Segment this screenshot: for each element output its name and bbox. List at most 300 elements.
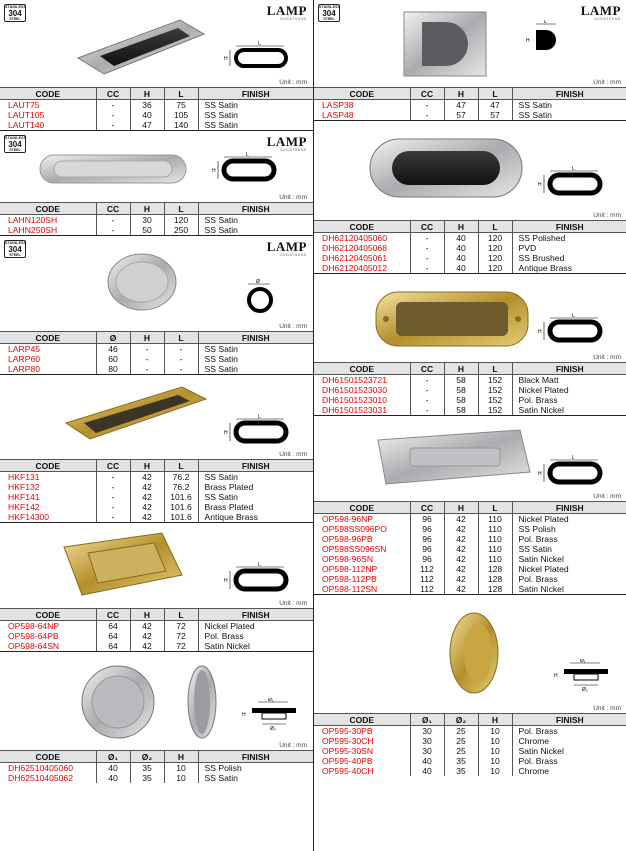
table-row <box>0 502 313 512</box>
brass-oval-pull-photo <box>372 286 532 352</box>
code-cell: OP598SS096SN <box>314 544 410 554</box>
code-cell: DH61501523721 <box>314 375 410 386</box>
table-row <box>314 574 626 584</box>
code-cell: LAUT105 <box>0 110 96 120</box>
lamp-logo-icon: LAMP SUGATSUNE <box>266 239 307 257</box>
table-row <box>0 621 313 632</box>
round-flush-pull-photo <box>76 662 236 742</box>
col3-cell: 250 <box>164 225 198 235</box>
col1-cell: 80 <box>96 364 130 374</box>
table-row <box>314 233 626 244</box>
table-row <box>314 385 626 395</box>
code-cell: LAHN120SH <box>0 215 96 226</box>
code-cell: OP598-112PB <box>314 574 410 584</box>
finish-cell: Nickel Plated <box>518 564 569 574</box>
col1-cell: 40 <box>96 773 130 783</box>
col1-cell: 40 <box>410 766 444 776</box>
product-image-area <box>314 274 626 362</box>
table-row <box>314 746 626 756</box>
col1-cell: 96 <box>410 544 444 554</box>
col1-cell: - <box>96 512 130 522</box>
col1-cell: 96 <box>410 534 444 544</box>
col1-cell: - <box>96 492 130 502</box>
brass-round-pull-photo <box>444 609 504 697</box>
col3-cell: 72 <box>164 621 198 632</box>
code-cell: OP598-64SN <box>0 641 96 651</box>
product-image-area <box>0 652 313 750</box>
product-image-area <box>0 0 313 87</box>
spec-table: CODE CC H L FINISH DH62120405060 - 40 120 SS Polished DH62120405068 - 40 120 PVD DH62120405061 - 40 120 SS Brushed DH62120405012 - 40 120 Antique Brass <box>314 220 626 273</box>
code-cell: OP598-96SN <box>314 554 410 564</box>
finish-cell: Chrome <box>518 766 550 776</box>
table-row <box>0 344 313 355</box>
col2-cell: 42 <box>444 544 478 554</box>
stainless-304-badge-icon: STAINLESS 304 STEEL <box>319 5 341 21</box>
spec-table: CODE CC H L FINISH LAHN120SH - 30 120 SS Satin LAHN250SH - 50 250 SS Satin <box>0 202 313 235</box>
finish-cell: SS Polished <box>518 233 566 243</box>
col3-cell: 128 <box>478 564 512 574</box>
col2-cell: 42 <box>130 482 164 492</box>
dimension-diagram-icon <box>222 40 292 80</box>
code-cell: LARP80 <box>0 364 96 374</box>
svg-text:H: H <box>212 168 216 174</box>
svg-text:L: L <box>572 166 575 172</box>
finish-cell: SS Satin <box>518 544 552 554</box>
code-cell: DH62120405061 <box>314 253 410 263</box>
unit-label: Unit : mm <box>593 212 621 219</box>
col3-cell: - <box>164 344 198 355</box>
col2-cell: 42 <box>444 534 478 544</box>
table-row <box>314 564 626 574</box>
svg-text:H: H <box>242 712 246 718</box>
svg-text:H: H <box>554 673 558 679</box>
nickel-rectangular-pull-photo <box>374 426 534 488</box>
col2-cell: 58 <box>444 385 478 395</box>
svg-text:H: H <box>538 182 542 188</box>
col2-cell: - <box>130 354 164 364</box>
finish-cell: SS Satin <box>204 364 238 374</box>
col1-cell: - <box>96 472 130 483</box>
table-row <box>0 120 313 130</box>
finish-cell: Brass Plated <box>204 482 254 492</box>
finish-cell: Pol. Brass <box>204 631 244 641</box>
col3-cell: 47 <box>478 100 512 111</box>
col2-cell: 42 <box>130 502 164 512</box>
col2-cell: 40 <box>444 253 478 263</box>
unit-label: Unit : mm <box>593 493 621 500</box>
dimension-diagram-icon <box>536 312 606 352</box>
finish-cell: Nickel Plated <box>518 514 569 524</box>
code-cell: OP598-112SN <box>314 584 410 594</box>
product-section-dh6150 <box>314 274 626 416</box>
table-row <box>0 492 313 502</box>
svg-text:H: H <box>224 430 228 436</box>
finish-cell: Satin Nickel <box>518 554 564 564</box>
code-cell: DH62510405062 <box>0 773 96 783</box>
col3-cell: 72 <box>164 631 198 641</box>
dimension-diagram-icon <box>238 278 308 318</box>
col2-cell: 42 <box>444 524 478 534</box>
col3-cell: 72 <box>164 641 198 651</box>
col2-cell: 58 <box>444 375 478 386</box>
col1-cell: 40 <box>96 763 130 774</box>
spec-table: CODE CC H L FINISH DH61501523721 - 58 152 Black Matt DH61501523030 - 58 152 Nickel Plated DH61501523010 - 58 152 Pol. Brass DH61501523031 - 58 152 Satin Nickel <box>314 362 626 415</box>
col2-cell: - <box>130 364 164 374</box>
unit-label: Unit : mm <box>593 705 621 712</box>
code-cell: DH61501523030 <box>314 385 410 395</box>
finish-cell: SS Satin <box>204 215 238 225</box>
lamp-logo-icon: LAMP SUGATSUNE <box>580 3 621 21</box>
col2-cell: 35 <box>130 763 164 774</box>
svg-text:L: L <box>544 20 547 25</box>
col3-cell: 110 <box>478 534 512 544</box>
table-row <box>314 524 626 534</box>
finish-cell: SS Brushed <box>518 253 565 263</box>
finish-cell: SS Polish <box>204 763 242 773</box>
dimension-diagram-icon <box>522 20 592 60</box>
col1-cell: - <box>410 233 444 244</box>
table-row <box>314 110 626 120</box>
spec-table: CODE CC H L FINISH HKF131 - 42 76.2 SS Satin HKF132 - 42 76.2 Brass Plated HKF141 - 42 101.6 SS Satin HKF142 - 42 101.6 Brass Plated HKF14300 - 42 101.6 Antique Brass <box>0 459 313 522</box>
col3-cell: - <box>164 364 198 374</box>
finish-cell: SS Satin <box>518 110 552 120</box>
code-cell: OP595-30CH <box>314 736 410 746</box>
col1-cell: - <box>410 110 444 120</box>
product-image-area <box>0 236 313 331</box>
col2-cell: 42 <box>444 574 478 584</box>
col3-cell: 120 <box>478 243 512 253</box>
col2-cell: 42 <box>444 564 478 574</box>
svg-text:L: L <box>246 152 249 158</box>
dimension-diagram-icon <box>222 413 292 453</box>
unit-label: Unit : mm <box>593 354 621 361</box>
product-section-hkf <box>0 375 313 523</box>
col3-cell: 101.6 <box>164 492 198 502</box>
table-row <box>314 584 626 594</box>
table-row <box>0 631 313 641</box>
col2-cell: 35 <box>444 766 478 776</box>
stainless-304-badge-icon: STAINLESS 304 STEEL <box>5 5 27 21</box>
product-section-laut <box>0 0 313 131</box>
dimension-diagram-icon <box>240 698 310 738</box>
table-row <box>314 405 626 415</box>
svg-text:Ø₁: Ø₁ <box>268 698 274 703</box>
svg-text:L: L <box>258 562 261 568</box>
col1-cell: 46 <box>96 344 130 355</box>
spec-table: CODE CC H L FINISH OP598-96NP 96 42 110 Nickel Plated OP598SS096PO 96 42 110 SS Polish OP598-96PB 96 42 110 Pol. Brass OP598SS096SN 96 42 110 SS Satin OP598-96SN 96 42 110 Satin Nickel OP598-112NP 112 42 128 Nickel Plated OP598-112PB 112 42 128 Pol. Brass OP598-112SN 112 42 128 Satin Nickel <box>314 501 626 594</box>
code-cell: HKF142 <box>0 502 96 512</box>
svg-text:H: H <box>224 578 228 584</box>
code-cell: OP598-96NP <box>314 514 410 525</box>
col2-cell: 42 <box>130 631 164 641</box>
table-row <box>314 375 626 386</box>
col3-cell: 152 <box>478 385 512 395</box>
unit-label: Unit : mm <box>279 194 307 201</box>
table-row <box>0 354 313 364</box>
table-row <box>0 110 313 120</box>
table-row <box>0 364 313 374</box>
col3-cell: 152 <box>478 395 512 405</box>
code-cell: LAUT140 <box>0 120 96 130</box>
product-image-area <box>314 0 626 87</box>
spec-table: CODE Ø₁ Ø₂ H FINISH OP595-30PB 30 25 10 Pol. Brass OP595-30CH 30 25 10 Chrome OP595-30SN 30 25 10 Satin Nickel OP595-40PB 40 35 10 Pol. Brass OP595-40CH 40 35 10 Chrome <box>314 713 626 776</box>
spec-table: CODE CC H L FINISH LASP38 - 47 47 SS Satin LASP48 - 57 57 SS Satin <box>314 87 626 120</box>
col1-cell: - <box>96 100 130 111</box>
product-image-area <box>314 595 626 713</box>
col1-cell: - <box>410 395 444 405</box>
table-row <box>0 100 313 111</box>
finish-cell: Satin Nickel <box>518 584 564 594</box>
code-cell: OP598-64PB <box>0 631 96 641</box>
finish-cell: Nickel Plated <box>204 621 255 631</box>
table-row <box>314 100 626 111</box>
stainless-304-badge-icon: STAINLESS 304 STEEL <box>5 241 27 257</box>
code-cell: OP598SS096PO <box>314 524 410 534</box>
svg-text:Ø₁: Ø₁ <box>580 659 586 664</box>
col2-cell: 30 <box>130 215 164 226</box>
finish-cell: Pol. Brass <box>518 534 558 544</box>
dimension-diagram-icon <box>212 151 282 191</box>
col1-cell: - <box>96 215 130 226</box>
col2-cell: 40 <box>444 263 478 273</box>
spec-table: CODE Ø H L FINISH LARP45 46 - - SS Satin LARP60 60 - - SS Satin LARP80 80 - - SS Satin <box>0 331 313 374</box>
col1-cell: - <box>96 120 130 130</box>
col2-cell: 58 <box>444 405 478 415</box>
code-cell: OP595-30PB <box>314 726 410 737</box>
square-flush-pull-photo <box>400 8 490 80</box>
product-section-lasp <box>314 0 626 121</box>
unit-label: Unit : mm <box>279 79 307 86</box>
col2-cell: 42 <box>130 641 164 651</box>
table-row <box>314 554 626 564</box>
col1-cell: 64 <box>96 621 130 632</box>
svg-text:H: H <box>538 471 542 477</box>
product-section-op598 <box>314 416 626 595</box>
col3-cell: 110 <box>478 514 512 525</box>
col1-cell: - <box>96 482 130 492</box>
table-row <box>314 395 626 405</box>
finish-cell: Black Matt <box>518 375 559 385</box>
finish-cell: SS Satin <box>204 344 238 354</box>
finish-cell: Satin Nickel <box>204 641 250 651</box>
col1-cell: 30 <box>410 746 444 756</box>
table-row <box>0 482 313 492</box>
svg-text:L: L <box>258 414 261 420</box>
finish-cell: SS Satin <box>204 110 238 120</box>
col2-cell: 36 <box>130 100 164 111</box>
table-row <box>314 534 626 544</box>
product-image-area <box>314 416 626 501</box>
col1-cell: - <box>410 385 444 395</box>
col3-cell: 110 <box>478 544 512 554</box>
col1-cell: - <box>410 405 444 415</box>
col3-cell: 152 <box>478 405 512 415</box>
dimension-diagram-icon <box>536 454 606 494</box>
finish-cell: Pol. Brass <box>518 395 558 405</box>
code-cell: DH62120405068 <box>314 243 410 253</box>
spec-table: CODE CC H L FINISH OP598-64NP 64 42 72 Nickel Plated OP598-64PB 64 42 72 Pol. Brass OP598-64SN 64 42 72 Satin Nickel <box>0 608 313 651</box>
finish-cell: Nickel Plated <box>518 385 569 395</box>
svg-text:L: L <box>572 455 575 461</box>
col3-cell: 10 <box>478 736 512 746</box>
col1-cell: 60 <box>96 354 130 364</box>
code-cell: OP595-40CH <box>314 766 410 776</box>
code-cell: LAUT75 <box>0 100 96 111</box>
table-row <box>314 544 626 554</box>
oval-flush-pull-photo <box>366 131 526 205</box>
product-image-area <box>0 375 313 459</box>
col2-cell: 42 <box>444 554 478 564</box>
code-cell: DH62120405060 <box>314 233 410 244</box>
dimension-diagram-icon <box>536 165 606 205</box>
svg-text:Ø₂: Ø₂ <box>270 726 276 732</box>
col1-cell: 112 <box>410 574 444 584</box>
col2-cell: 35 <box>130 773 164 783</box>
finish-cell: SS Satin <box>204 773 238 783</box>
col2-cell: 40 <box>444 233 478 244</box>
col1-cell: - <box>410 100 444 111</box>
col2-cell: 50 <box>130 225 164 235</box>
col3-cell: 101.6 <box>164 502 198 512</box>
col3-cell: 10 <box>164 773 198 783</box>
col3-cell: 140 <box>164 120 198 130</box>
col1-cell: 96 <box>410 554 444 564</box>
finish-cell: Satin Nickel <box>518 405 564 415</box>
product-section-dh6251 <box>0 652 313 783</box>
col3-cell: 10 <box>478 766 512 776</box>
product-image-area <box>0 131 313 202</box>
code-cell: HKF132 <box>0 482 96 492</box>
code-cell: DH61501523010 <box>314 395 410 405</box>
finish-cell: SS Satin <box>204 225 238 235</box>
product-image-area <box>0 523 313 608</box>
col1-cell: - <box>96 110 130 120</box>
col3-cell: 10 <box>478 756 512 766</box>
finish-cell: Pol. Brass <box>518 756 558 766</box>
product-image-area <box>314 121 626 220</box>
svg-text:L: L <box>572 313 575 319</box>
dimension-diagram-icon <box>552 659 622 699</box>
finish-cell: Brass Plated <box>204 502 254 512</box>
col2-cell: 42 <box>130 512 164 522</box>
col1-cell: - <box>410 263 444 273</box>
recessed-pull-photo <box>38 149 188 189</box>
code-cell: LARP60 <box>0 354 96 364</box>
code-cell: OP598-64NP <box>0 621 96 632</box>
brass-rectangular-pull-photo <box>58 529 188 601</box>
table-row <box>314 514 626 525</box>
col3-cell: 76.2 <box>164 472 198 483</box>
table-row <box>314 726 626 737</box>
table-row <box>0 773 313 783</box>
col3-cell: 101.6 <box>164 512 198 522</box>
col1-cell: 112 <box>410 564 444 574</box>
col2-cell: 25 <box>444 726 478 737</box>
col2-cell: 42 <box>444 584 478 594</box>
col2-cell: 42 <box>130 621 164 632</box>
col1-cell: - <box>410 253 444 263</box>
col2-cell: 40 <box>130 110 164 120</box>
table-row <box>0 472 313 483</box>
col3-cell: 128 <box>478 574 512 584</box>
code-cell: LAHN250SH <box>0 225 96 235</box>
lamp-logo-icon: LAMP SUGATSUNE <box>266 134 307 152</box>
table-row <box>0 641 313 651</box>
code-cell: OP595-30SN <box>314 746 410 756</box>
col2-cell: 42 <box>130 472 164 483</box>
table-row <box>314 263 626 273</box>
finish-cell: SS Satin <box>204 354 238 364</box>
col2-cell: 25 <box>444 736 478 746</box>
col3-cell: 128 <box>478 584 512 594</box>
product-section-op595 <box>314 595 626 776</box>
finish-cell: SS Satin <box>518 100 552 110</box>
code-cell: LASP38 <box>314 100 410 111</box>
col2-cell: - <box>130 344 164 355</box>
finish-cell: Satin Nickel <box>518 746 564 756</box>
col2-cell: 35 <box>444 756 478 766</box>
code-cell: LARP45 <box>0 344 96 355</box>
product-section-lahn <box>0 131 313 236</box>
col1-cell: 64 <box>96 631 130 641</box>
code-cell: HKF14300 <box>0 512 96 522</box>
col2-cell: 57 <box>444 110 478 120</box>
col3-cell: 10 <box>478 746 512 756</box>
col3-cell: 120 <box>478 263 512 273</box>
unit-label: Unit : mm <box>279 742 307 749</box>
code-cell: HKF141 <box>0 492 96 502</box>
code-cell: OP598-96PB <box>314 534 410 544</box>
col2-cell: 47 <box>130 120 164 130</box>
col1-cell: - <box>96 502 130 512</box>
col1-cell: 64 <box>96 641 130 651</box>
finish-cell: SS Satin <box>204 492 238 502</box>
stainless-304-badge-icon: STAINLESS 304 STEEL <box>5 136 27 152</box>
col1-cell: 40 <box>410 756 444 766</box>
col3-cell: 10 <box>164 763 198 774</box>
finish-cell: Pol. Brass <box>518 726 558 736</box>
svg-text:H: H <box>224 56 228 62</box>
table-row <box>0 512 313 522</box>
col1-cell: - <box>410 375 444 386</box>
finish-cell: Antique Brass <box>204 512 259 522</box>
col3-cell: 110 <box>478 524 512 534</box>
col3-cell: 120 <box>164 215 198 226</box>
code-cell: OP598-112NP <box>314 564 410 574</box>
col3-cell: 105 <box>164 110 198 120</box>
col3-cell: 120 <box>478 233 512 244</box>
code-cell: DH62120405012 <box>314 263 410 273</box>
col3-cell: 75 <box>164 100 198 111</box>
spec-table: CODE Ø₁ Ø₂ H FINISH DH62510405060 40 35 10 SS Polish DH62510405062 40 35 10 SS Satin <box>0 750 313 783</box>
brass-recessed-pull-photo <box>62 383 212 447</box>
product-section-larp <box>0 236 313 375</box>
code-cell: OP595-40PB <box>314 756 410 766</box>
lamp-logo-icon: LAMP SUGATSUNE <box>266 3 307 21</box>
unit-label: Unit : mm <box>279 323 307 330</box>
finish-cell: Chrome <box>518 736 550 746</box>
col3-cell: 76.2 <box>164 482 198 492</box>
code-cell: LASP48 <box>314 110 410 120</box>
col3-cell: 57 <box>478 110 512 120</box>
col3-cell: 120 <box>478 253 512 263</box>
table-row <box>314 253 626 263</box>
code-cell: DH62510405060 <box>0 763 96 774</box>
col3-cell: - <box>164 354 198 364</box>
col3-cell: 110 <box>478 554 512 564</box>
col2-cell: 42 <box>130 492 164 502</box>
finish-cell: SS Satin <box>204 100 238 110</box>
